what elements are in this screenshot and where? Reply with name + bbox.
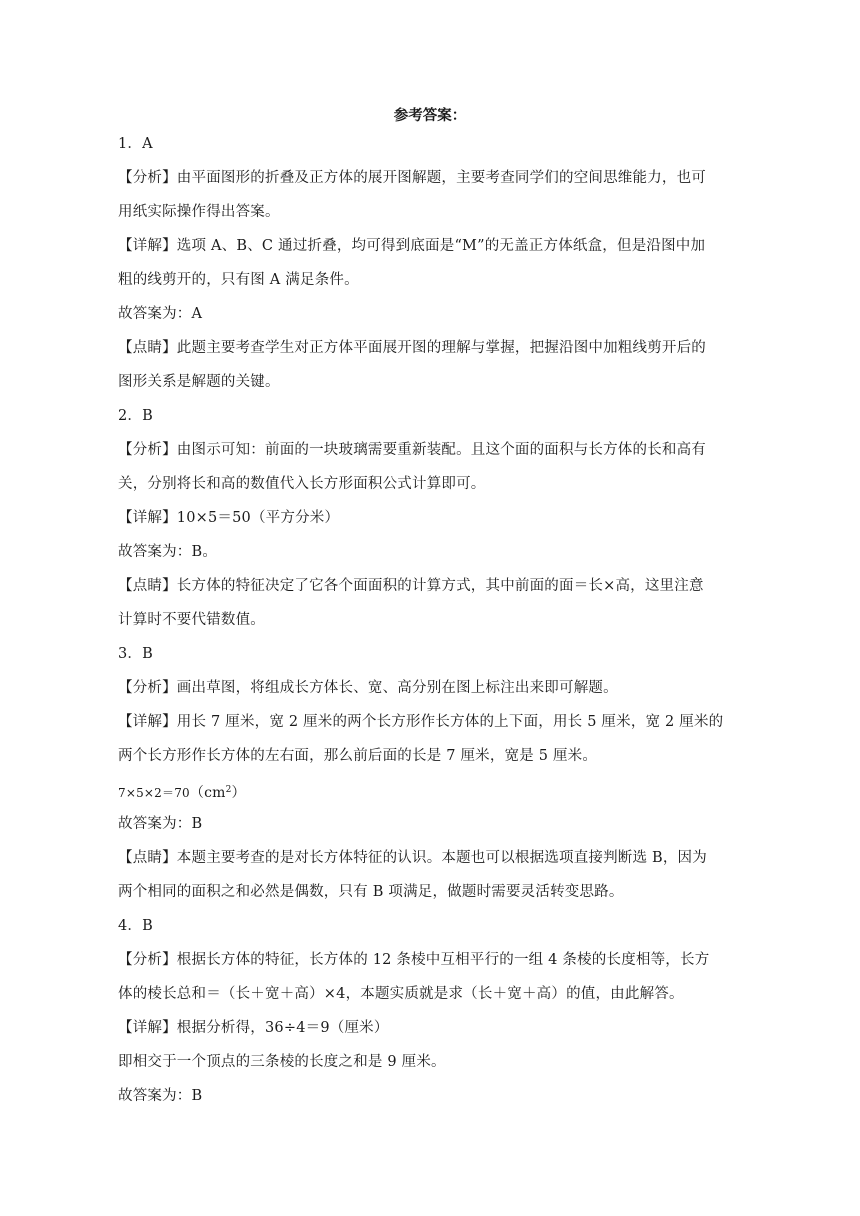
answer-4-result: 故答案为：B <box>118 1088 203 1104</box>
answer-2-detail: 【详解】10×5＝50（平方分米） <box>118 510 340 526</box>
answer-4-detail: 【详解】根据分析得，36÷4＝9（厘米） <box>118 1020 389 1036</box>
answer-3-formula <box>118 780 744 803</box>
answer-3-comment-cont: 两个相同的面积之和必然是偶数，只有 B 项满足，做题时需要灵活转变思路。 <box>118 884 624 900</box>
answer-4-label: 4．B <box>118 918 153 934</box>
answer-3-detail: 【详解】用长 7 厘米，宽 2 厘米的两个长方形作长方体的上下面，用长 5 厘米，宽 2 厘米的 <box>118 714 724 730</box>
answer-1-label: 1．A <box>118 136 153 152</box>
answer-1-comment-cont: 图形关系是解题的关键。 <box>118 374 280 390</box>
answer-2-analysis: 【分析】由图示可知：前面的一块玻璃需要重新装配。且这个面的面积与长方体的长和高有 <box>118 442 706 458</box>
answer-2-comment-cont: 计算时不要代错数值。 <box>118 612 265 628</box>
answer-1-detail-cont: 粗的线剪开的，只有图 A 满足条件。 <box>118 272 359 288</box>
answer-3-comment: 【点睛】本题主要考查的是对长方体特征的认识。本题也可以根据选项直接判断选 B，因为 <box>118 850 707 866</box>
answer-1-analysis: 【分析】由平面图形的折叠及正方体的展开图解题，主要考查同学们的空间思维能力，也可 <box>118 170 706 186</box>
answer-2-analysis-cont: 关，分别将长和高的数值代入长方形面积公式计算即可。 <box>118 476 486 492</box>
answer-4-analysis-cont: 体的棱长总和＝（长＋宽＋高）×4，本题实质就是求（长＋宽＋高）的值，由此解答。 <box>118 986 684 1002</box>
formula-unit-close: ） <box>231 785 246 801</box>
answer-4-analysis: 【分析】根据长方体的特征，长方体的 12 条棱中互相平行的一组 4 条棱的长度相等，长方 <box>118 952 710 968</box>
answer-2-comment: 【点睛】长方体的特征决定了它各个面面积的计算方式，其中前面的面＝长×高，这里注意 <box>118 578 704 594</box>
answer-1-detail: 【详解】选项 A、B、C 通过折叠，均可得到底面是“M”的无盖正方体纸盒，但是沿图中加 <box>118 238 706 254</box>
answer-3-label: 3．B <box>118 646 153 662</box>
answer-1-result: 故答案为：A <box>118 306 203 322</box>
answer-3-analysis: 【分析】画出草图，将组成长方体长、宽、高分别在图上标注出来即可解题。 <box>118 680 618 696</box>
answer-3-result: 故答案为：B <box>118 816 203 832</box>
answer-1-analysis-cont: 用纸实际操作得出答案。 <box>118 204 280 220</box>
page-title: 参考答案： <box>393 107 467 124</box>
formula-unit-open: （cm <box>189 785 226 801</box>
answer-2-label: 2．B <box>118 408 153 424</box>
formula-expression: 7×5×2＝70 <box>118 786 190 800</box>
answer-3-detail-cont: 两个长方形作长方体的左右面，那么前后面的长是 7 厘米，宽是 5 厘米。 <box>118 748 598 764</box>
answer-1-comment: 【点睛】此题主要考查学生对正方体平面展开图的理解与掌握，把握沿图中加粗线剪开后的 <box>118 340 706 356</box>
answer-4-detail-cont: 即相交于一个顶点的三条棱的长度之和是 9 厘米。 <box>118 1054 446 1070</box>
formula-unit-exponent: 2 <box>225 785 232 795</box>
answer-2-result: 故答案为：B。 <box>118 544 218 560</box>
